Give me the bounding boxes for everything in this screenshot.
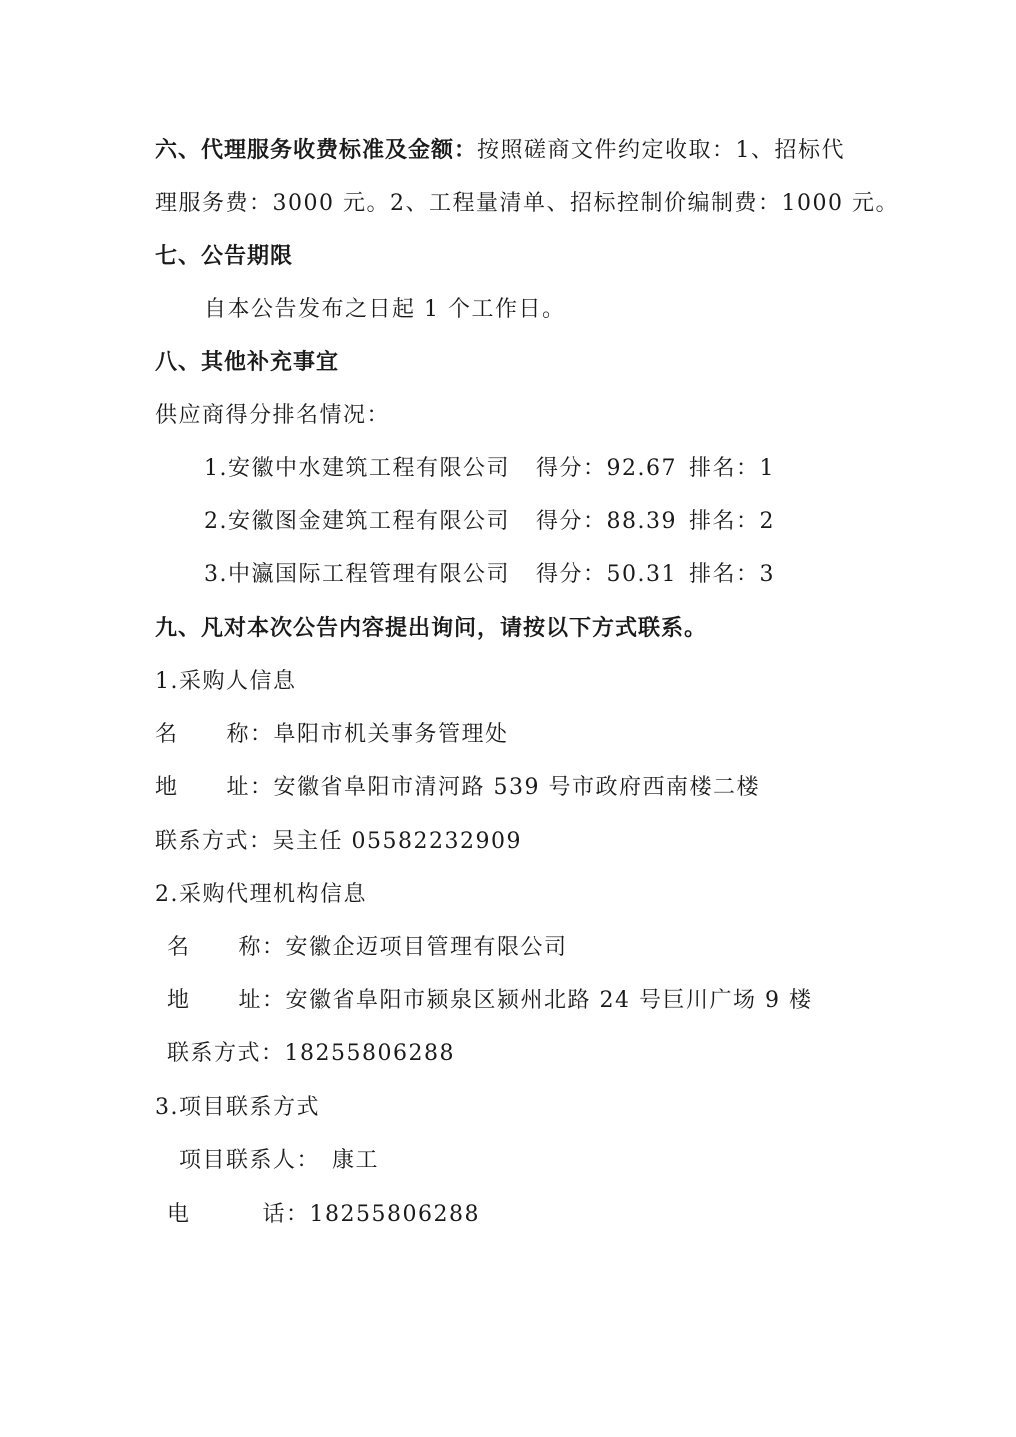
ranking-row: [204, 560, 775, 590]
ranking-company: 安徽图金建筑工程有限公司: [228, 509, 511, 534]
field-label: 称：: [226, 722, 274, 747]
field-label: 项目联系人：: [179, 1148, 321, 1173]
project-person-row: [179, 1146, 379, 1176]
purchaser-contact-row: [155, 827, 522, 857]
purchaser-name: 阜阳市机关事务管理处: [273, 722, 509, 747]
agency-address-row: [167, 986, 813, 1016]
ranking-score: 得分：88.39: [536, 509, 677, 534]
section6-text-line1: 按照磋商文件约定收取：1、招标代: [477, 138, 846, 163]
agency-title: 2.采购代理机构信息: [155, 882, 367, 907]
section7-heading: 七、公告期限: [155, 244, 294, 269]
field-label: 联系方式：: [155, 829, 273, 854]
section8-intro: 供应商得分排名情况：: [155, 403, 391, 428]
project-person: 康工: [332, 1148, 380, 1173]
section6-heading: 六、代理服务收费标准及金额：: [155, 138, 478, 163]
ranking-index: 3.: [204, 562, 228, 587]
purchaser-address-row: [155, 773, 760, 803]
ranking-rank: 排名：3: [689, 562, 775, 587]
field-label: 名: [167, 935, 191, 960]
ranking-row: [204, 507, 775, 537]
purchaser-name-row: [155, 720, 509, 750]
project-phone: 18255806288: [309, 1202, 480, 1227]
ranking-company: 安徽中水建筑工程有限公司: [228, 456, 511, 481]
field-label: 址：: [226, 775, 274, 800]
ranking-index: 1.: [204, 456, 228, 481]
agency-name: 安徽企迈项目管理有限公司: [285, 935, 568, 960]
purchaser-title: 1.采购人信息: [155, 669, 297, 694]
section9-heading: 九、凡对本次公告内容提出询问，请按以下方式联系。: [155, 616, 708, 641]
section6-text-line2: 理服务费：3000 元。2、工程量清单、招标控制价编制费：1000 元。: [155, 191, 899, 216]
ranking-rank: 排名：1: [689, 456, 775, 481]
project-phone-row: [167, 1200, 480, 1230]
agency-address: 安徽省阜阳市颍泉区颍州北路 24 号巨川广场 9 楼: [285, 988, 813, 1013]
ranking-company: 中瀛国际工程管理有限公司: [228, 562, 511, 587]
agency-contact-row: [167, 1039, 455, 1069]
agency-contact: 18255806288: [284, 1041, 455, 1066]
ranking-score: 得分：50.31: [536, 562, 677, 587]
field-label: 话：: [262, 1202, 310, 1227]
field-label: 名: [155, 722, 179, 747]
field-label: 地: [167, 988, 191, 1013]
ranking-rank: 排名：2: [689, 509, 775, 534]
ranking-index: 2.: [204, 509, 228, 534]
ranking-row: [204, 454, 775, 484]
field-label: 称：: [238, 935, 286, 960]
purchaser-address: 安徽省阜阳市清河路 539 号市政府西南楼二楼: [273, 775, 761, 800]
field-label: 地: [155, 775, 179, 800]
field-label: 址：: [238, 988, 286, 1013]
agency-name-row: [167, 933, 568, 963]
field-label: 联系方式：: [167, 1041, 285, 1066]
field-label: 电: [167, 1202, 191, 1227]
section7-text: 自本公告发布之日起 1 个工作日。: [204, 297, 566, 322]
section8-heading: 八、其他补充事宜: [155, 350, 340, 375]
ranking-score: 得分：92.67: [536, 456, 677, 481]
purchaser-contact: 吴主任 05582232909: [272, 829, 522, 854]
project-title: 3.项目联系方式: [155, 1095, 320, 1120]
section6-line1: [155, 136, 845, 166]
